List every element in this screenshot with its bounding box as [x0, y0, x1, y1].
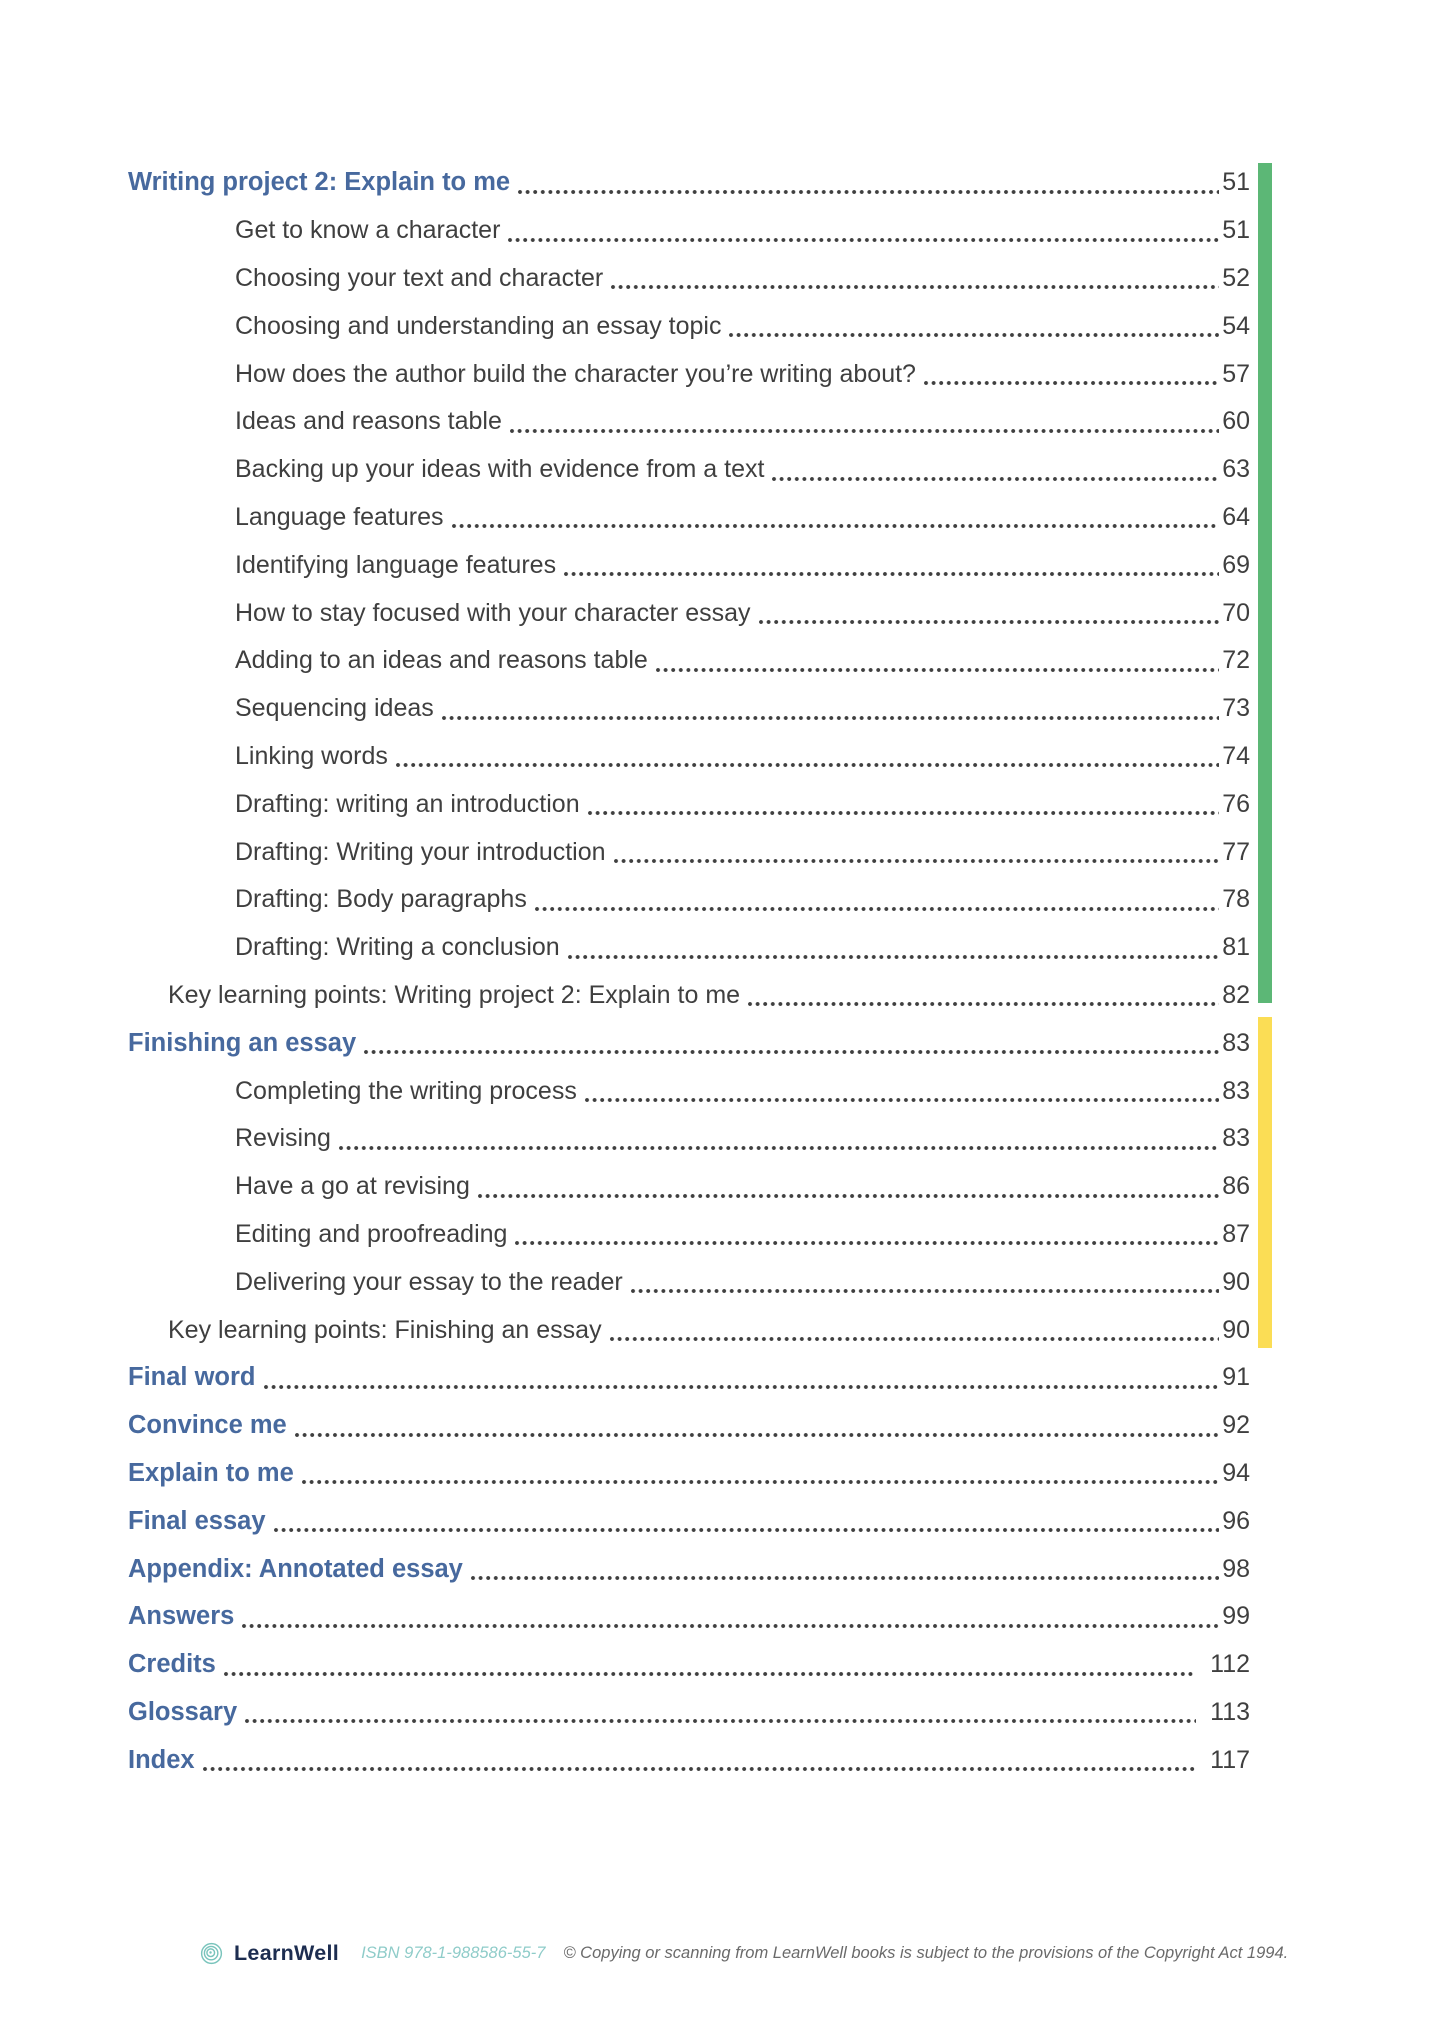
- toc-entry: [0, 780, 1445, 828]
- dot-leader: [364, 1050, 1219, 1054]
- toc-entry-label: Answers: [128, 1602, 235, 1631]
- toc-entry: [0, 1689, 1445, 1737]
- toc-entry-label: Key learning points: Finishing an essay: [168, 1315, 602, 1344]
- toc-entry: [0, 589, 1445, 637]
- dot-leader: [585, 1098, 1219, 1102]
- toc-entry: [0, 1497, 1445, 1545]
- table-of-contents: [0, 159, 1445, 1784]
- toc-entry-label: Convince me: [128, 1411, 287, 1440]
- toc-entry-label: Final essay: [128, 1506, 266, 1535]
- toc-entry: [0, 1258, 1445, 1306]
- dot-leader: [610, 1337, 1220, 1341]
- toc-entry: [0, 1354, 1445, 1402]
- dot-leader: [396, 763, 1219, 767]
- toc-entry: [0, 446, 1445, 494]
- toc-entry-page: 96: [1222, 1506, 1250, 1535]
- toc-entry-page: 51: [1222, 216, 1250, 245]
- toc-entry-page: 64: [1222, 502, 1250, 531]
- toc-entry: [0, 924, 1445, 972]
- toc-entry-page: 54: [1222, 311, 1250, 340]
- dot-leader: [264, 1385, 1220, 1389]
- toc-entry-page: 70: [1222, 598, 1250, 627]
- copyright-notice: © Copying or scanning from LearnWell books is subject to the provisions of the Copyright Act 1994.: [563, 1944, 1289, 1962]
- toc-entry-label: Credits: [128, 1650, 216, 1679]
- toc-entry-page: 78: [1222, 885, 1250, 914]
- toc-entry-label: Ideas and reasons table: [235, 407, 502, 436]
- toc-entry-label: Identifying language features: [235, 550, 557, 579]
- toc-entry-page: 82: [1222, 980, 1250, 1009]
- toc-entry: [0, 828, 1445, 876]
- toc-entry: [0, 1306, 1445, 1354]
- toc-entry-page: 51: [1222, 168, 1250, 197]
- dot-leader: [759, 620, 1220, 624]
- toc-entry: [0, 733, 1445, 781]
- toc-entry: [0, 350, 1445, 398]
- toc-entry: [0, 1163, 1445, 1211]
- dot-leader: [295, 1433, 1219, 1437]
- toc-entry-page: 72: [1222, 646, 1250, 675]
- dot-leader: [631, 1289, 1219, 1293]
- toc-entry-label: Writing project 2: Explain to me: [128, 168, 511, 197]
- toc-entry: [0, 159, 1445, 207]
- toc-entry-page: 63: [1222, 455, 1250, 484]
- toc-entry-page: 83: [1222, 1076, 1250, 1105]
- toc-entry: [0, 1641, 1445, 1689]
- toc-entry: [0, 1019, 1445, 1067]
- toc-entry-label: Explain to me: [128, 1458, 294, 1487]
- toc-entry-label: Editing and proofreading: [235, 1219, 508, 1248]
- toc-entry: [0, 1402, 1445, 1450]
- toc-entry-page: 74: [1222, 741, 1250, 770]
- spiral-rings-icon: [200, 1942, 223, 1965]
- dot-leader: [442, 716, 1219, 720]
- dot-leader: [245, 1719, 1196, 1723]
- toc-entry-label: Language features: [235, 502, 444, 531]
- toc-entry: [0, 1067, 1445, 1115]
- toc-entry: [0, 1450, 1445, 1498]
- toc-entry-label: Revising: [235, 1124, 331, 1153]
- dot-leader: [729, 333, 1219, 337]
- dot-leader: [568, 955, 1220, 959]
- toc-entry-page: 112: [1210, 1650, 1250, 1679]
- toc-entry-page: 76: [1222, 789, 1250, 818]
- section-color-bar-green: [1258, 163, 1272, 1003]
- toc-entry-label: Index: [128, 1745, 195, 1774]
- toc-entry: [0, 494, 1445, 542]
- toc-entry: [0, 972, 1445, 1020]
- dot-leader: [564, 572, 1219, 576]
- toc-entry-label: Delivering your essay to the reader: [235, 1267, 623, 1296]
- footer: [200, 1941, 1295, 1966]
- toc-entry-page: 94: [1222, 1458, 1250, 1487]
- toc-entry-page: 87: [1222, 1219, 1250, 1248]
- toc-entry-label: Get to know a character: [235, 216, 501, 245]
- dot-leader: [772, 477, 1219, 481]
- dot-leader: [242, 1624, 1219, 1628]
- dot-leader: [224, 1672, 1196, 1676]
- toc-entry-page: 57: [1222, 359, 1250, 388]
- dot-leader: [614, 859, 1220, 863]
- toc-entry-page: 73: [1222, 694, 1250, 723]
- dot-leader: [203, 1767, 1197, 1771]
- toc-entry-page: 92: [1222, 1411, 1250, 1440]
- toc-entry-page: 86: [1222, 1172, 1250, 1201]
- dot-leader: [656, 668, 1219, 672]
- toc-entry-page: 69: [1222, 550, 1250, 579]
- toc-entry-page: 81: [1222, 933, 1250, 962]
- dot-leader: [515, 1241, 1219, 1245]
- toc-entry-label: Appendix: Annotated essay: [128, 1554, 463, 1583]
- toc-entry-label: Completing the writing process: [235, 1076, 577, 1105]
- dot-leader: [518, 190, 1219, 194]
- toc-entry: [0, 207, 1445, 255]
- toc-entry-label: Backing up your ideas with evidence from a text: [235, 455, 765, 484]
- toc-entry: [0, 255, 1445, 303]
- dot-leader: [588, 811, 1220, 815]
- toc-entry-page: 83: [1222, 1028, 1250, 1057]
- toc-entry-page: 52: [1222, 263, 1250, 292]
- toc-entry-label: Adding to an ideas and reasons table: [235, 646, 648, 675]
- dot-leader: [339, 1146, 1219, 1150]
- toc-entry: [0, 685, 1445, 733]
- toc-entry-page: 99: [1222, 1602, 1250, 1631]
- dot-leader: [748, 1002, 1219, 1006]
- dot-leader: [611, 285, 1219, 289]
- toc-entry: [0, 637, 1445, 685]
- toc-entry-page: 83: [1222, 1124, 1250, 1153]
- toc-entry-page: 98: [1222, 1554, 1250, 1583]
- toc-entry-label: How does the author build the character you’re writing about?: [235, 359, 916, 388]
- toc-entry: [0, 1115, 1445, 1163]
- toc-entry: [0, 302, 1445, 350]
- toc-entry: [0, 398, 1445, 446]
- toc-entry-page: 90: [1222, 1267, 1250, 1296]
- toc-entry-label: Sequencing ideas: [235, 694, 434, 723]
- toc-entry: [0, 876, 1445, 924]
- toc-entry-label: Have a go at revising: [235, 1172, 470, 1201]
- toc-entry-label: Choosing and understanding an essay topic: [235, 311, 722, 340]
- toc-entry-page: 90: [1222, 1315, 1250, 1344]
- toc-entry-page: 77: [1222, 837, 1250, 866]
- toc-entry: [0, 541, 1445, 589]
- toc-entry-page: 117: [1210, 1745, 1250, 1774]
- dot-leader: [274, 1528, 1220, 1532]
- toc-entry: [0, 1593, 1445, 1641]
- dot-leader: [508, 238, 1219, 242]
- toc-entry-label: Drafting: writing an introduction: [235, 789, 580, 818]
- dot-leader: [471, 1576, 1219, 1580]
- toc-entry-label: How to stay focused with your character essay: [235, 598, 751, 627]
- toc-entry-label: Drafting: Writing your introduction: [235, 837, 606, 866]
- toc-entry-page: 60: [1222, 407, 1250, 436]
- toc-entry-label: Drafting: Writing a conclusion: [235, 933, 560, 962]
- toc-entry-label: Key learning points: Writing project 2: Explain to me: [168, 980, 741, 1009]
- dot-leader: [924, 381, 1219, 385]
- toc-entry-label: Glossary: [128, 1697, 238, 1726]
- toc-entry-label: Final word: [128, 1363, 256, 1392]
- toc-entry-label: Linking words: [235, 741, 388, 770]
- brand-name: LearnWell: [234, 1941, 340, 1965]
- toc-entry-page: 113: [1210, 1697, 1250, 1726]
- dot-leader: [478, 1194, 1219, 1198]
- toc-entry: [0, 1545, 1445, 1593]
- toc-entry: [0, 1211, 1445, 1259]
- toc-entry-label: Drafting: Body paragraphs: [235, 885, 527, 914]
- toc-entry-label: Choosing your text and character: [235, 263, 604, 292]
- dot-leader: [302, 1480, 1219, 1484]
- toc-entry-page: 91: [1222, 1363, 1250, 1392]
- dot-leader: [452, 524, 1220, 528]
- dot-leader: [510, 429, 1219, 433]
- isbn-text: ISBN 978-1-988586-55-7: [361, 1944, 546, 1962]
- section-color-bar-yellow: [1258, 1017, 1272, 1348]
- dot-leader: [535, 907, 1219, 911]
- toc-entry: [0, 1736, 1445, 1784]
- toc-entry-label: Finishing an essay: [128, 1028, 357, 1057]
